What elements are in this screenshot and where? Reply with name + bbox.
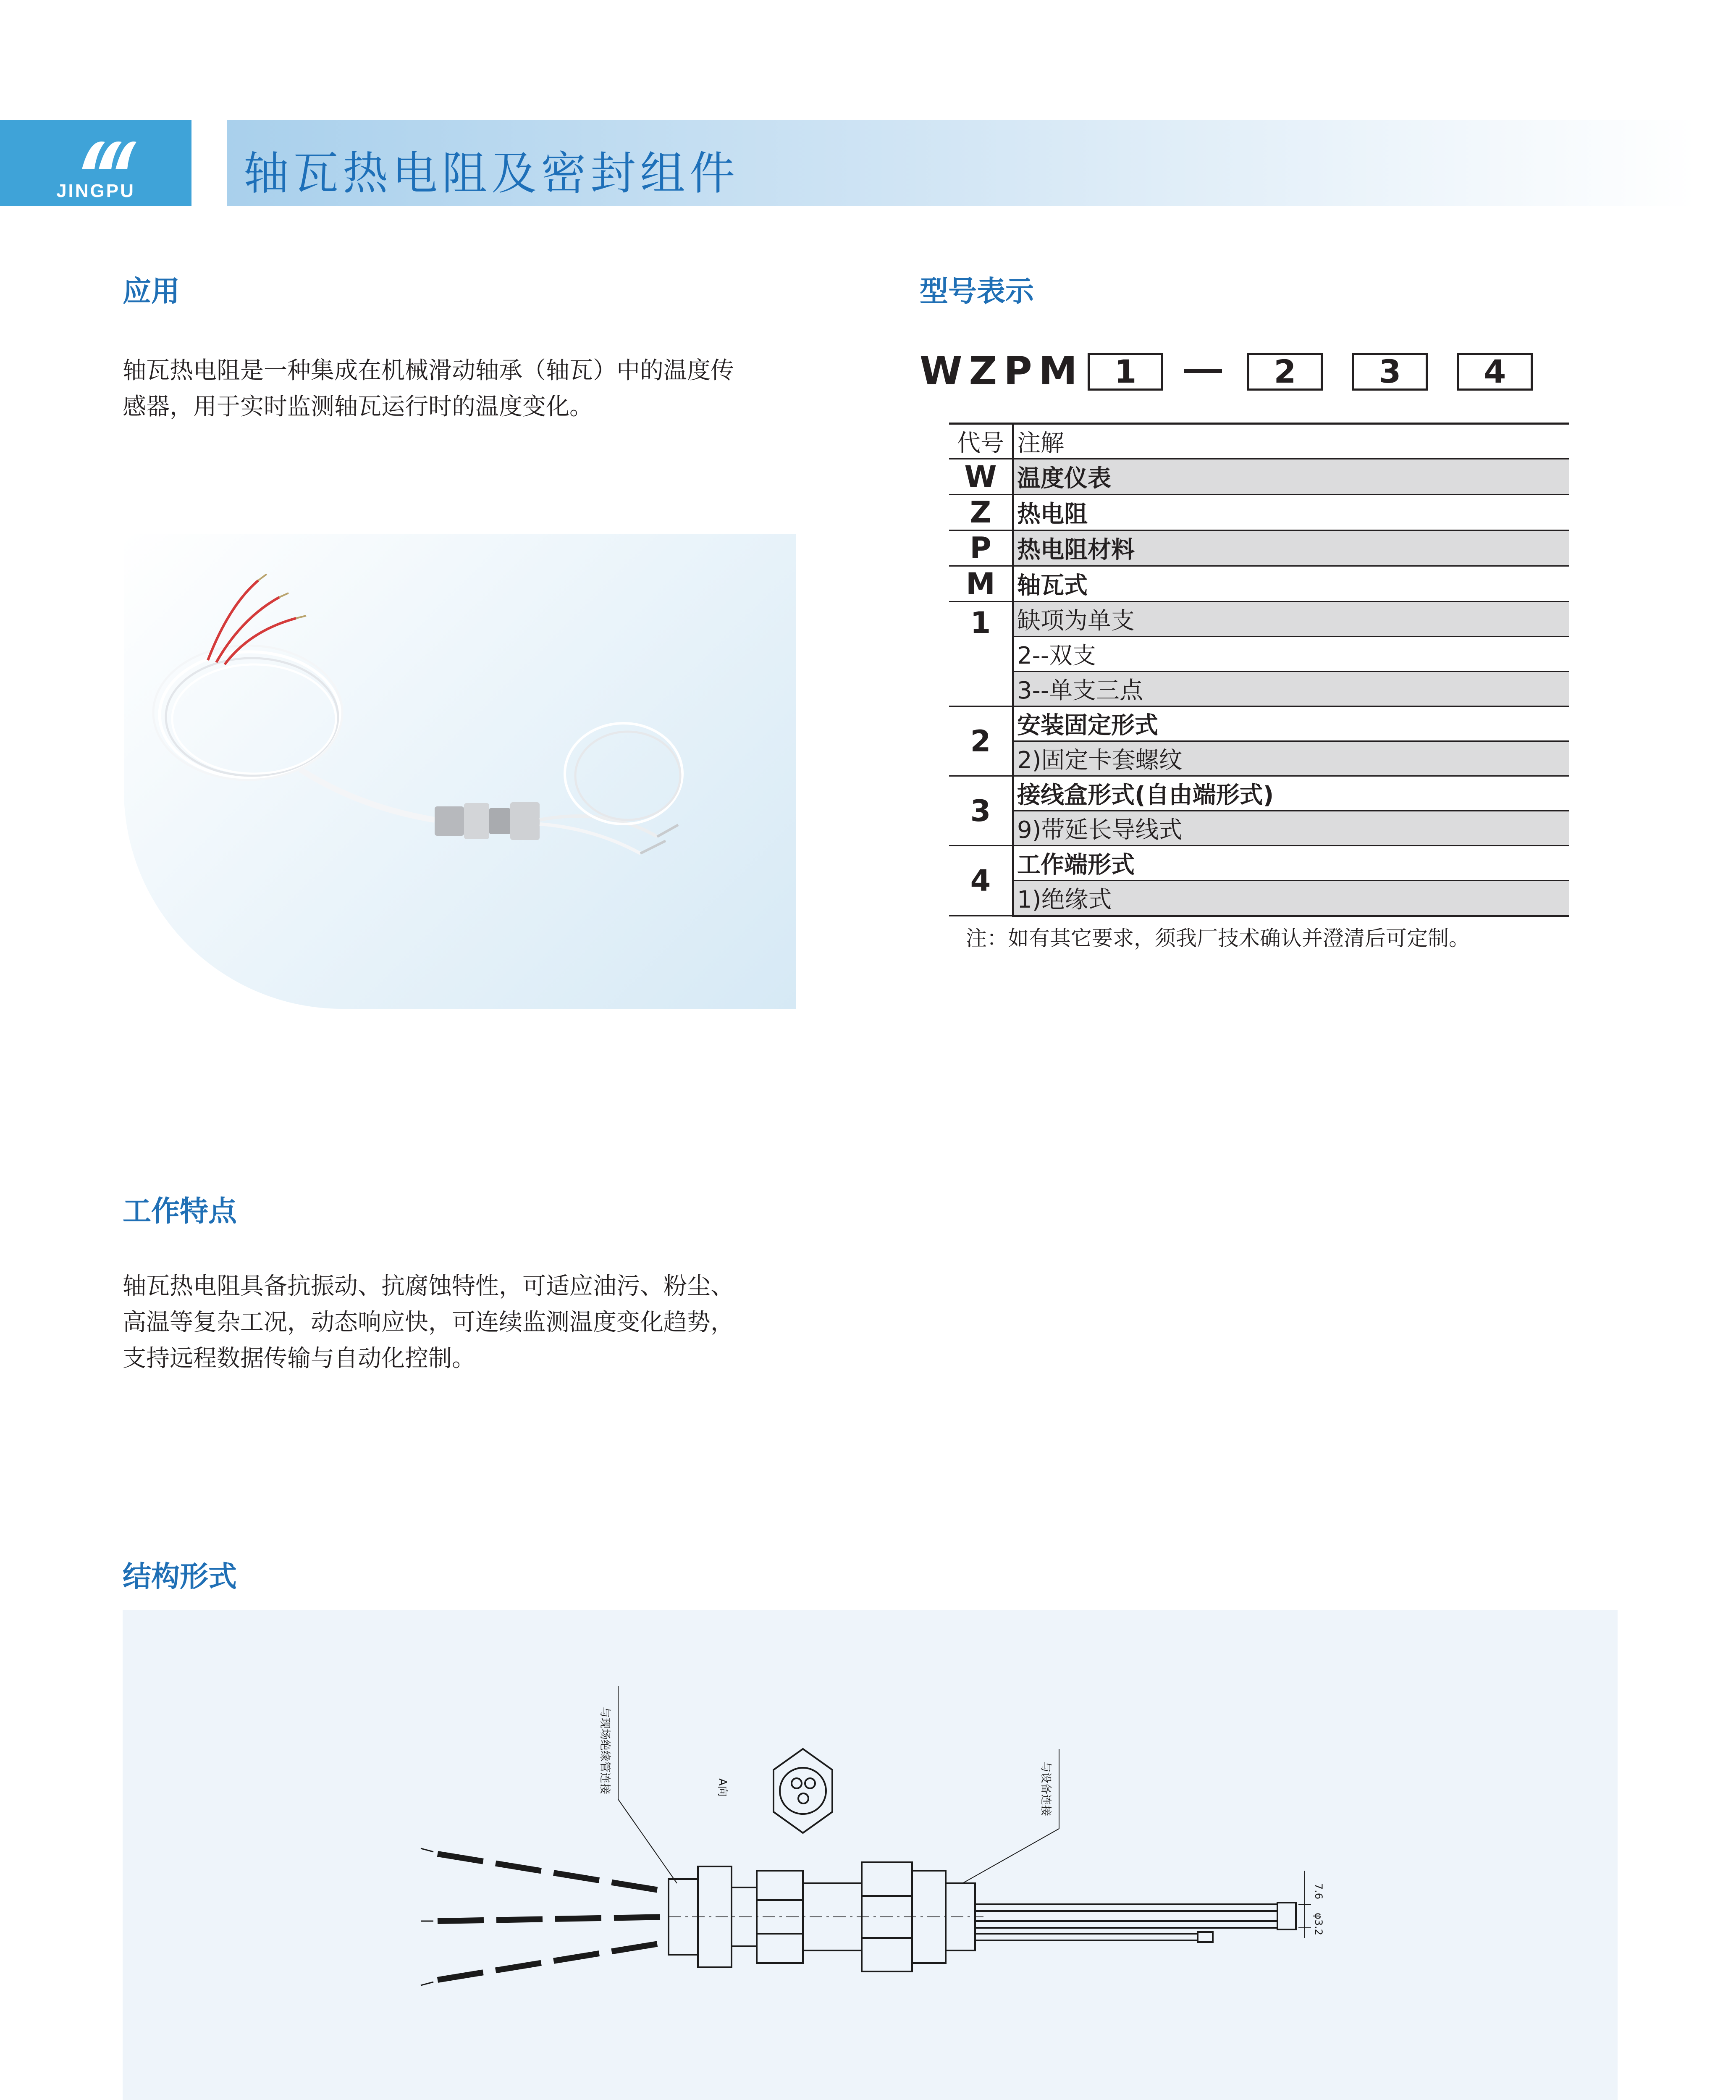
model-box-1: 1	[1088, 353, 1163, 391]
row-desc: 2--双支	[1013, 637, 1569, 672]
application-line-2: 感器，用于实时监测轴瓦运行时的温度变化。	[123, 393, 593, 420]
model-box-2: 2	[1247, 353, 1323, 391]
table-row	[949, 741, 1569, 776]
table-row	[949, 530, 1569, 566]
table-header-code: 代号	[949, 424, 1013, 459]
table-header-desc: 注解	[1013, 424, 1569, 459]
row-code: 4	[949, 846, 1013, 916]
features-line-3: 支持远程数据传输与自动化控制。	[123, 1345, 475, 1372]
structure-drawing	[123, 1610, 1618, 2100]
model-box-3: 3	[1352, 353, 1428, 391]
table-row	[949, 881, 1569, 916]
features-line-2: 高温等复杂工况，动态响应快，可连续监测温度变化趋势，	[123, 1309, 734, 1336]
center-view-label: A向	[716, 1778, 729, 1797]
model-title: 型号表示	[920, 275, 1034, 308]
table-header-row	[949, 424, 1569, 459]
table-row	[949, 672, 1569, 706]
table-row	[949, 811, 1569, 846]
row-desc: 工作端形式	[1013, 846, 1569, 881]
model-prefix: WZPM	[920, 349, 1084, 394]
table-row	[949, 459, 1569, 495]
model-code	[920, 349, 1562, 395]
row-code: 3	[949, 776, 1013, 846]
table-row	[949, 637, 1569, 672]
row-desc: 热电阻	[1013, 495, 1569, 530]
application-line-1: 轴瓦热电阻是一种集成在机械滑动轴承（轴瓦）中的温度传	[123, 357, 734, 384]
features-text	[123, 1268, 837, 1377]
model-dash	[1184, 369, 1222, 373]
row-desc: 安装固定形式	[1013, 706, 1569, 741]
structure-title: 结构形式	[123, 1560, 237, 1593]
company-logo	[0, 120, 191, 206]
model-note: 注：如有其它要求，须我厂技术确认并澄清后可定制。	[966, 926, 1470, 950]
table-row	[949, 706, 1569, 741]
row-desc: 缺项为单支	[1013, 602, 1569, 637]
dim-top-label: 7.6	[1313, 1883, 1324, 1900]
table-row	[949, 495, 1569, 530]
application-text	[123, 353, 820, 425]
row-code: M	[949, 566, 1013, 602]
row-desc: 2)固定卡套螺纹	[1013, 741, 1569, 776]
page-title: 轴瓦热电阻及密封组件	[244, 147, 740, 200]
row-desc: 1)绝缘式	[1013, 881, 1569, 916]
row-desc: 热电阻材料	[1013, 530, 1569, 566]
row-desc: 3--单支三点	[1013, 672, 1569, 706]
row-desc: 接线盒形式(自由端形式)	[1013, 776, 1569, 811]
table-row	[949, 776, 1569, 811]
row-code: P	[949, 530, 1013, 566]
application-title: 应用	[123, 275, 180, 308]
spec-table	[949, 423, 1569, 917]
table-row	[949, 566, 1569, 602]
table-row	[949, 846, 1569, 881]
row-desc: 轴瓦式	[1013, 566, 1569, 602]
right-callout-label: 与设备连接	[1039, 1761, 1052, 1816]
logo-text: JINGPU	[56, 181, 135, 201]
row-code: 1	[949, 602, 1013, 706]
model-box-4: 4	[1457, 353, 1533, 391]
jingpu-logo-icon	[73, 129, 141, 180]
row-code: 2	[949, 706, 1013, 776]
row-code: W	[949, 459, 1013, 495]
row-desc: 9)带延长导线式	[1013, 811, 1569, 846]
dim-dia-label: φ3.2	[1313, 1913, 1324, 1935]
features-title: 工作特点	[123, 1195, 237, 1228]
row-desc: 温度仪表	[1013, 459, 1569, 495]
left-callout-label: 与现场绝缘管连接	[598, 1707, 611, 1795]
features-line-1: 轴瓦热电阻具备抗振动、抗腐蚀特性，可适应油污、粉尘、	[123, 1273, 734, 1300]
title-band	[227, 120, 1697, 206]
product-photo	[124, 534, 796, 1009]
row-code: Z	[949, 495, 1013, 530]
table-row	[949, 602, 1569, 637]
